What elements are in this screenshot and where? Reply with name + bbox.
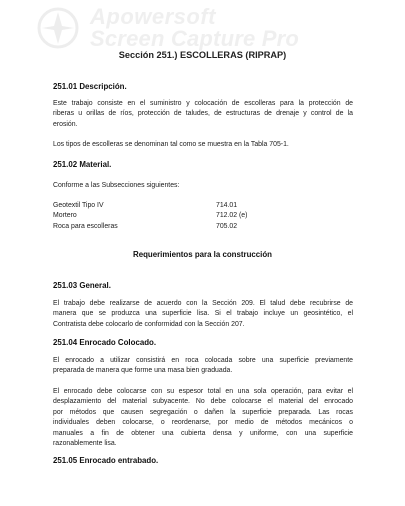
- paragraph-material-intro: [53, 181, 353, 191]
- watermark-line1: Apowersoft: [90, 4, 216, 29]
- heading-251-01: 251.01 Descripción.: [53, 82, 127, 91]
- text-line: erosión.: [53, 120, 78, 128]
- watermark-line2: Screen Capture Pro: [90, 26, 300, 51]
- paragraph-enrocado-1: [53, 356, 353, 377]
- text-line: Este trabajo consiste en el suministro y colocación de escolleras para la protección de: [53, 100, 353, 107]
- apowersoft-logo-icon: [36, 6, 80, 50]
- heading-251-03: 251.03 General.: [53, 281, 111, 290]
- paragraph-descripcion: [53, 99, 353, 130]
- material-row: [53, 222, 293, 232]
- text-line: razonablemente lisa.: [53, 440, 117, 448]
- material-code: 712.02 (e): [216, 212, 248, 220]
- materials-list: [53, 201, 293, 232]
- paragraph-general: [53, 299, 353, 330]
- material-name: Mortero: [53, 212, 77, 220]
- material-row: [53, 201, 293, 211]
- material-code: 705.02: [216, 222, 238, 230]
- paragraph-tipos: [53, 140, 353, 150]
- heading-251-05: 251.05 Enrocado entrabado.: [53, 456, 159, 465]
- paragraph-enrocado-2: [53, 387, 353, 449]
- material-name: Roca para escolleras: [53, 222, 118, 230]
- text-line: preparada de manera que forme una masa bien graduada.: [53, 367, 233, 375]
- text-line: El enrocado a utilizar consistirá en roca colocada sobre una superficie previamente: [53, 357, 353, 364]
- text-line: Contratista debe colocarlo de conformidad con la Sección 207.: [53, 320, 245, 328]
- text-line: El enrocado debe colocarse con su espesor total en una sola operación, para evitar el: [53, 388, 353, 395]
- text-line: manera que se produzca una superficie lisa. Si el trabajo incluye un geosintético, el: [53, 310, 353, 318]
- text-line: El trabajo debe realizarse de acuerdo con la Sección 209. El talud debe recubrirse de: [53, 300, 353, 307]
- material-row: [53, 211, 293, 221]
- text-line: manuales a fin de obtener una cubierta densa y uniforme, con una superficie: [53, 429, 353, 437]
- construction-requirements-heading: Requerimientos para la construcción: [133, 250, 272, 259]
- text-line: riberas u orillas de ríos, protección de taludes, de estructuras de drenaje y control de la: [53, 110, 353, 118]
- text-line: por métodos que causen segregación o dañen la superficie preparada. Las rocas: [53, 408, 353, 416]
- text-line: individuales deben colocarse, o reordenarse, por medio de métodos mecánicos o: [53, 419, 353, 427]
- heading-251-04: 251.04 Enrocado Colocado.: [53, 338, 157, 347]
- text-line: Los tipos de escolleras se denominan tal como se muestra en la Tabla 705-1.: [53, 141, 289, 148]
- text-line: desplazamiento del material subyacente. No debe colocarse el material del enrocado: [53, 398, 353, 406]
- material-code: 714.01: [216, 202, 238, 209]
- heading-251-02: 251.02 Material.: [53, 160, 112, 169]
- section-title: Sección 251.) ESCOLLERAS (RIPRAP): [118, 50, 287, 60]
- material-name: Geotextil Tipo IV: [53, 202, 104, 209]
- text-line: Conforme a las Subsecciones siguientes:: [53, 182, 180, 189]
